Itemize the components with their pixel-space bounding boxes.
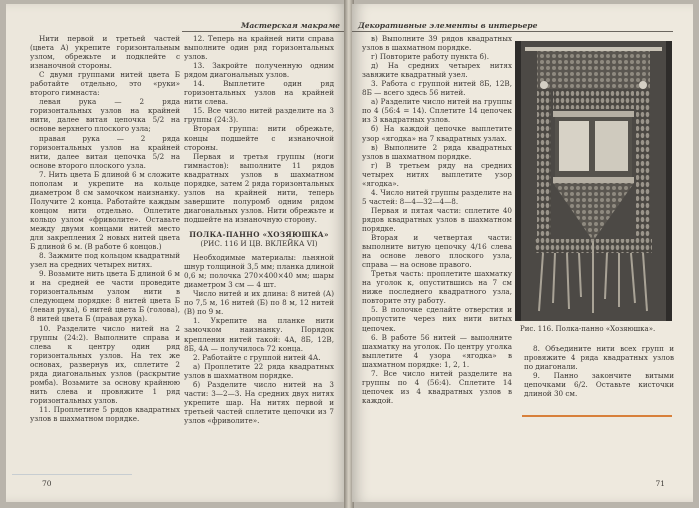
paragraph: Число нитей и их длина: 8 нитей (А) по 7,5 м, 16 нитей (Б) по 8 м, 12 нитей (В) по 9 м. [184,289,334,317]
right-header-rule [352,31,673,32]
paragraph: а) Проплетите 22 ряда квадратных узлов в шахматном порядке. [184,361,334,380]
paragraph: 11. Проплетите 5 рядов квадратных узлов в шахматном порядке. [30,404,180,423]
orange-marker-line [522,415,672,417]
paragraph: в) Выполните 2 ряда квадратных узлов в шахматном порядке. [362,142,512,161]
paragraph: Первая и пятая части: сплетите 40 рядов квадратных узлов в шахматном порядке. [362,205,512,233]
paragraph: Необходимые материалы: льняной шнур толщиной 3,5 мм; планка длиной 0,6 м; полочка 270×400×40 мм; шары диаметром 3 см — 4 шт. [184,253,334,290]
left-running-head: Мастерская макраме [240,21,340,30]
paragraph: 4. Число нитей группы разделите на 5 частей: 8—4—32—4—8. [362,187,512,206]
paragraph: Вторая и четвертая части: выполните витую цепочку 4/16 слева на основе левого плоского узла, справа — на основе правого. [362,233,512,270]
left-page-number: 70 [42,479,52,488]
macrame-panel-illustration [515,41,672,321]
right-page [352,4,693,502]
paragraph: 8. Зажмите под кольцом квадратный узел на средних четырех нитях. [30,251,180,270]
paragraph: 9. Панно закончите витыми цепочками 6/2. Оставьте кисточки длиной 30 см. [524,371,674,399]
paragraph: левая рука — 2 ряда горизонтальных узлов на крайней нити, далее витая цепочка 5/2 на основе верхнего плоского узла; [30,97,180,134]
paragraph: 2. Работайте с группой нитей 4А. [193,352,321,362]
left-column-1 [30,34,180,423]
paragraph: 5. В полочке сделайте отверстия и пропустите через них нити витых цепочек. [362,305,512,333]
paragraph: 10. Разделите число нитей на 2 группы (24:2). Выполните справа и слева к центру один ряд горизонтальных узлов. На тех же основах, развернув их, сплетите 2 ряда диагональных узлов (раскрытие ромба). Возьмите за основу крайнюю нить слева и провяжите 1 ряд горизонтальных узлов. [30,323,180,405]
paragraph: 7. Нить цвета Б длиной 6 м сложите пополам и укрепите на кольце диаметром 8 см замочком наизнанку. Получите 2 конца. Работайте каждым концом нити отдельно. Оплетите кольцо узлом «фриволите». Оставьте между двумя концами нитей место для закрепления 2 новых нитей цвета Б длиной 6 м. (В работе 6 концов.) [30,169,180,252]
paragraph: Третья часть: проплетите шахматку на уголок к, опуститвшись на 7 см ниже последнего квадратного узла, повторите эту работу. [362,269,512,306]
paragraph: в) Выполните 39 рядов квадратных узлов в шахматном порядке. [362,34,512,53]
right-running-head: Декоративные элементы в интерьере [358,21,538,30]
paragraph: Нити первой и третьей частей (цвета А) укрепите горизонтальным узлом, обрежьте и подклейте с изнаночной стороны. [30,34,180,71]
section-subtitle: (РИС. 116 И ЦВ. ВКЛЕЙКА VI) [200,239,318,249]
paragraph: 1. Укрепите на планке нити замочком наизнанку. Порядок крепления нитей такой: 4А, 8Б, 12В, 8Б, 4А — получилось 72 конца. [184,316,334,353]
paragraph: б) Разделите число нитей на 3 части: 3—2—3. На средних двух нитях укрепите шар. На нитях первой и третьей частей сплетите цепочки из 7 узлов «фриволите». [184,379,334,425]
paragraph: г) В третьем ряду на средних четырех нитях выплетите узор «ягодка». [362,160,512,188]
paragraph: д) Нa средних четырех нитях завяжите квадратный узел. [362,61,512,80]
paragraph: С двумя группами нитей цвета Б работайте отдельно, это «руки» второго гимнаста: [30,70,180,98]
paragraph: 7. Все число нитей разделите на группы по 4 (56:4). Сплетите 14 цепочек из 4 квадратных узлов в каждой. [362,368,512,405]
decorative-line [12,474,132,475]
macrame-panel-photo [515,41,672,321]
paragraph: г) Повторите работу пункта б). [371,52,490,62]
paragraph: 14. Выплетите один ряд горизонтальных узлов на крайней нити слева. [184,79,334,107]
paragraph: а) Разделите число нитей на группы по 4 (56:4 = 14). Сплетите 14 цепочек из 3 квадратных узлов. [362,97,512,125]
left-header-rule [182,31,346,32]
right-column-2 [524,344,674,398]
figure-caption: Рис. 116. Полка-панно «Хозяюшка». [520,325,656,333]
paragraph: Первая и третья группы (ноги гимнастов): выполните 11 рядов квадратных узлов в шахматном порядке, затем 2 ряда горизонтальных узлов на крайней нити, теперь завершите полуромб одним рядом диагональных узлов. Нити обрежьте и подшейте на изнаночную сторону. [184,151,334,224]
right-page-number: 71 [655,479,665,488]
paragraph: 3. Работа с группой нитей 8Б, 12В, 8Б — всего здесь 56 нитей. [362,79,512,98]
paragraph: 6. В работе 56 нитей — выполните шахматку на уголок. По центру уголка выплетите 4 узора «ягодка» в шахматном порядке: 1, 2, 1. [362,332,512,369]
paragraph: Вторая группа: нити обрежьте, концы подшейте с изнаночной стороны. [184,124,334,152]
right-column-1 [362,34,512,405]
paragraph: 9. Возьмите нить цвета Б длиной 6 м и на средней ее части проведите горизонтальным узлом нити в следующем порядке: 8 нитей цвета Б (левая рука), 6 нитей цвета Б (голова), 8 нитей цвета Б (правая рука). [30,269,180,324]
paragraph: 8. Объедините нити всех групп и провяжите 4 ряда квадратных узлов по диагонали. [524,344,674,372]
paragraph: 15. Все число нитей разделите на 3 группы (24:3). [184,106,334,125]
paragraph: 13. Закройте полученную одним рядом диагональных узлов. [184,61,334,80]
left-page [6,4,346,502]
paragraph: 12. Теперь на крайней нити справа выполните один ряд горизонтальных узлов. [184,34,334,62]
paragraph: правая рука — 2 ряда горизонтальных узлов на крайней нити, далее витая цепочка 5/2 на основе второго плоского узла. [30,133,180,170]
paragraph: б) На каждой цепочке выплетите узор «ягодка» на 7 квадратных узлах. [362,124,512,143]
section-title: ПОЛКА-ПАННО «ХОЗЯЮШКА» [189,229,329,239]
left-column-2 [184,34,334,425]
